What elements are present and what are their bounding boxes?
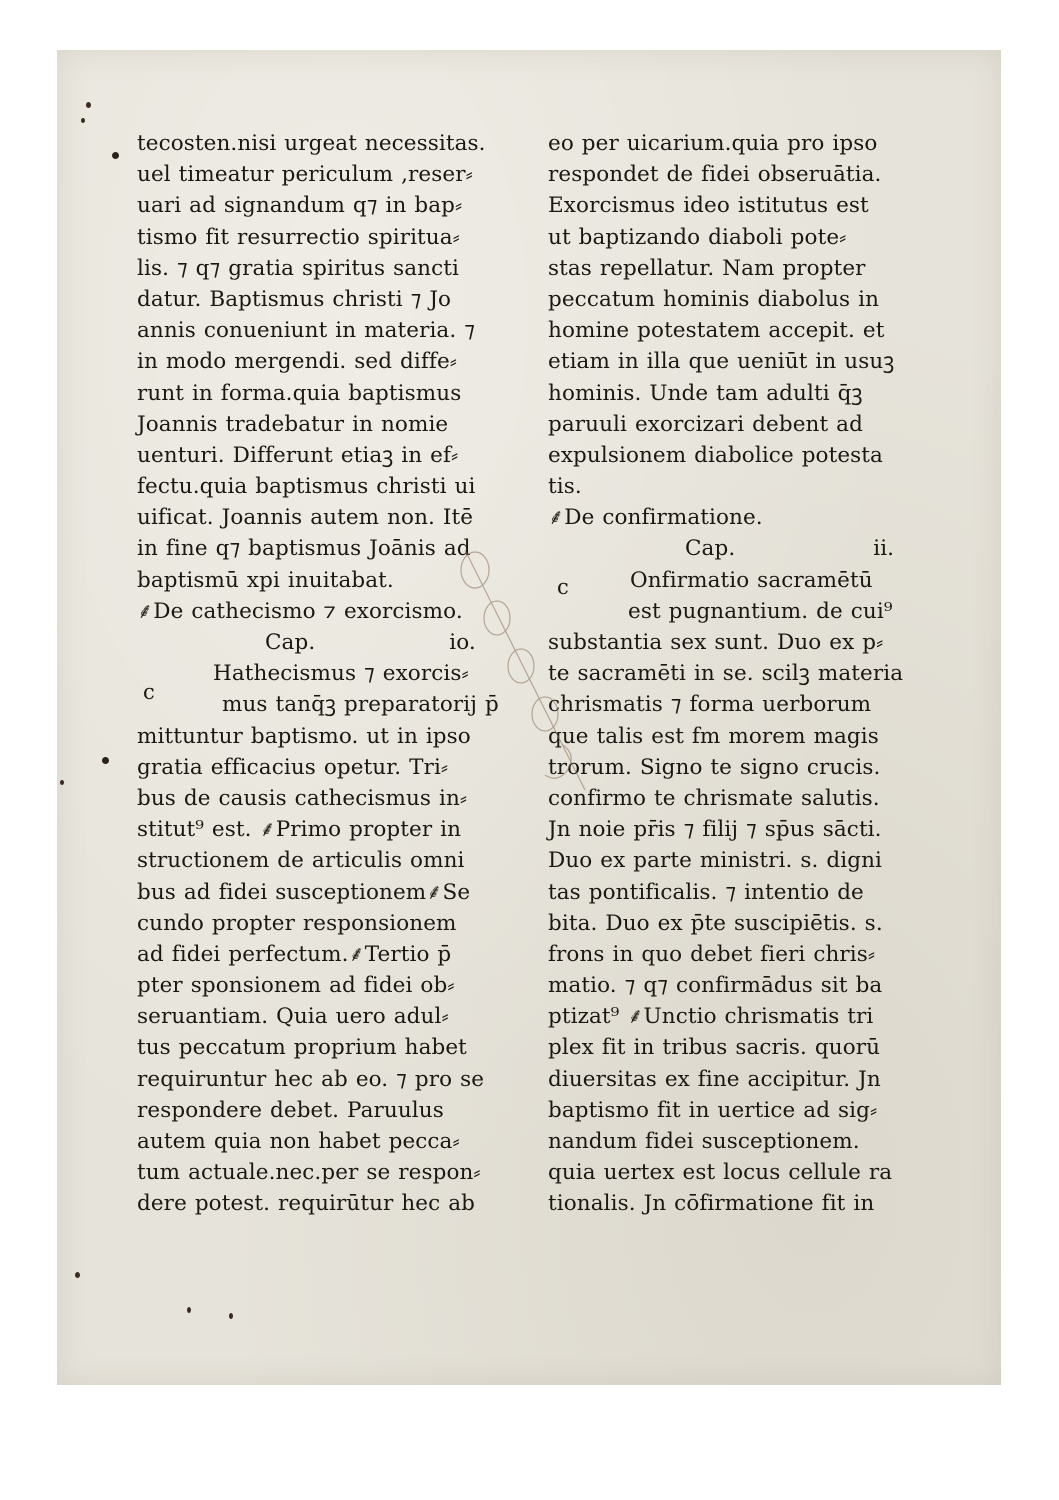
text-line: frons in quo debet fieri chris⸗ xyxy=(548,941,876,967)
chapter-caption xyxy=(548,533,898,564)
text-line: Jn noie pr̄is ⁊ filij ⁊ sp̄us sācti. xyxy=(548,817,882,843)
text-line: uel timeatur periculum ,reser⸗ xyxy=(137,162,473,188)
text-line: stas repellatur. Nam propter xyxy=(548,255,866,281)
text-line: datur. Baptismus christi ⁊ Jo xyxy=(137,286,452,312)
text-line: trorum. Signo te signo crucis. xyxy=(548,754,881,780)
text-line: dere potest. requirūtur hec ab xyxy=(137,1191,475,1217)
text-line: Exorcismus ideo istitutus est xyxy=(548,193,869,219)
text-line: expulsionem diabolice potesta xyxy=(548,442,883,468)
right-text-column xyxy=(548,128,904,1220)
text-line: annis conueniunt in materia. ⁊ xyxy=(137,318,476,344)
text-line: bus de causis cathecismus in⸗ xyxy=(137,785,468,811)
chapter-label: Cap. xyxy=(265,630,316,655)
text-line: substantia sex sunt. Duo ex p⸗ xyxy=(548,630,884,655)
ink-speck xyxy=(60,780,64,785)
text-line: confirmo te chrismate salutis. xyxy=(548,785,880,811)
text-line: pter sponsionem ad fidei ob⸗ xyxy=(137,973,455,999)
section-heading: ⸙De confirmatione. xyxy=(548,505,763,531)
text-line: autem quia non habet pecca⸗ xyxy=(137,1129,460,1154)
text-line: Joannis tradebatur in nomie xyxy=(137,411,449,437)
text-line: ut baptizando diaboli pote⸗ xyxy=(548,224,847,250)
ink-speck xyxy=(187,1307,191,1313)
chapter-caption xyxy=(137,627,497,658)
text-line: tas pontificalis. ⁊ intentio de xyxy=(548,879,864,905)
text-line: cundo propter responsionem xyxy=(137,910,457,936)
chapter-label: Cap. xyxy=(685,536,736,562)
text-line: Onfirmatio sacramētū xyxy=(630,567,873,593)
text-line: respondere debet. Paruulus xyxy=(137,1097,444,1123)
text-line: tis. xyxy=(548,474,582,500)
text-line: tecosten.nisi urgeat necessitas. xyxy=(137,131,486,156)
text-line: structionem de articulis omni xyxy=(137,848,465,874)
section-heading: ⸙De cathecismo ⁊ exorcismo. xyxy=(137,598,463,624)
text-line: tismo fit resurrectio spiritua⸗ xyxy=(137,224,460,250)
text-line: Hathecismus ⁊ exorcis⸗ xyxy=(213,661,469,687)
bullet-mark xyxy=(102,757,109,764)
chapter-number: io. xyxy=(449,630,476,655)
text-line: eo per uicarium.quia pro ipso xyxy=(548,131,878,156)
text-line: baptismo fit in uertice ad sig⸗ xyxy=(548,1097,878,1123)
text-line: tionalis. Jn cōfirmatione fit in xyxy=(548,1191,875,1217)
text-line: matio. ⁊ q⁊ confirmādus sit ba xyxy=(548,973,883,999)
guide-letter-initial: c xyxy=(557,575,569,599)
ink-speck xyxy=(81,118,85,123)
ink-speck xyxy=(75,1272,80,1278)
text-line: baptismū xpi inuitabat. xyxy=(137,567,394,593)
text-line: peccatum hominis diabolus in xyxy=(548,286,880,312)
text-line: tum actuale.nec.per se respon⸗ xyxy=(137,1160,481,1186)
text-line: fectu.quia baptismus christi ui xyxy=(137,474,476,500)
bullet-mark xyxy=(112,152,119,159)
text-line: etiam in illa que ueniūt in usuꝫ xyxy=(548,349,895,375)
text-line: paruuli exorcizari debent ad xyxy=(548,411,863,437)
text-line: mus tanq̄ꝫ preparatorij p̄ xyxy=(222,692,499,718)
text-line: que talis est fm morem magis xyxy=(548,723,879,749)
chapter-number: ii. xyxy=(873,536,895,562)
text-line: uificat. Joannis autem non. Itē xyxy=(137,505,474,531)
text-line: mittuntur baptismo. ut in ipso xyxy=(137,723,471,749)
text-line: diuersitas ex fine accipitur. Jn xyxy=(548,1066,881,1092)
text-line: est pugnantium. de cui⁹ xyxy=(628,598,893,624)
text-line: te sacramēti in se. scilꝫ materia xyxy=(548,661,904,687)
ink-speck xyxy=(229,1313,233,1319)
text-line: in modo mergendi. sed diffe⸗ xyxy=(137,349,458,375)
text-line: bus ad fidei susceptionem⸙Se xyxy=(137,879,471,905)
text-line: homine potestatem accepit. et xyxy=(548,318,885,344)
text-line: Duo ex parte ministri. s. digni xyxy=(548,848,883,874)
text-line: stitut⁹ est. ⸙Primo propter in xyxy=(137,817,462,843)
text-line: requiruntur hec ab eo. ⁊ pro se xyxy=(137,1066,485,1092)
text-line: nandum fidei susceptionem. xyxy=(548,1129,860,1154)
text-line: seruantiam. Quia uero adul⸗ xyxy=(137,1004,449,1030)
text-line: respondet de fidei obseruātia. xyxy=(548,162,882,188)
text-line: in fine q⁊ baptismus Joānis ad xyxy=(137,536,471,562)
text-line: uenturi. Differunt etiaꝫ in ef⸗ xyxy=(137,442,459,468)
text-line: plex fit in tribus sacris. quorū xyxy=(548,1035,881,1061)
text-line: tus peccatum proprium habet xyxy=(137,1035,467,1061)
left-text-column xyxy=(137,128,497,1220)
text-line: uari ad signandum q⁊ in bap⸗ xyxy=(137,193,463,219)
text-line: lis. ⁊ q⁊ gratia spiritus sancti xyxy=(137,255,459,281)
text-line: ad fidei perfectum.⸙Tertio p̄ xyxy=(137,941,452,967)
text-line: runt in forma.quia baptismus xyxy=(137,380,462,406)
text-line: chrismatis ⁊ forma uerborum xyxy=(548,692,872,718)
text-line: quia uertex est locus cellule ra xyxy=(548,1160,893,1186)
text-line: ptizat⁹ ⸙Unctio chrismatis tri xyxy=(548,1004,874,1030)
text-line: gratia efficacius opetur. Tri⸗ xyxy=(137,754,449,780)
text-line: bita. Duo ex p̄te suscipiētis. s. xyxy=(548,910,883,936)
guide-letter-initial: c xyxy=(143,680,155,704)
text-line: hominis. Unde tam adulti q̄ꝫ xyxy=(548,380,863,406)
ink-speck xyxy=(86,102,91,108)
